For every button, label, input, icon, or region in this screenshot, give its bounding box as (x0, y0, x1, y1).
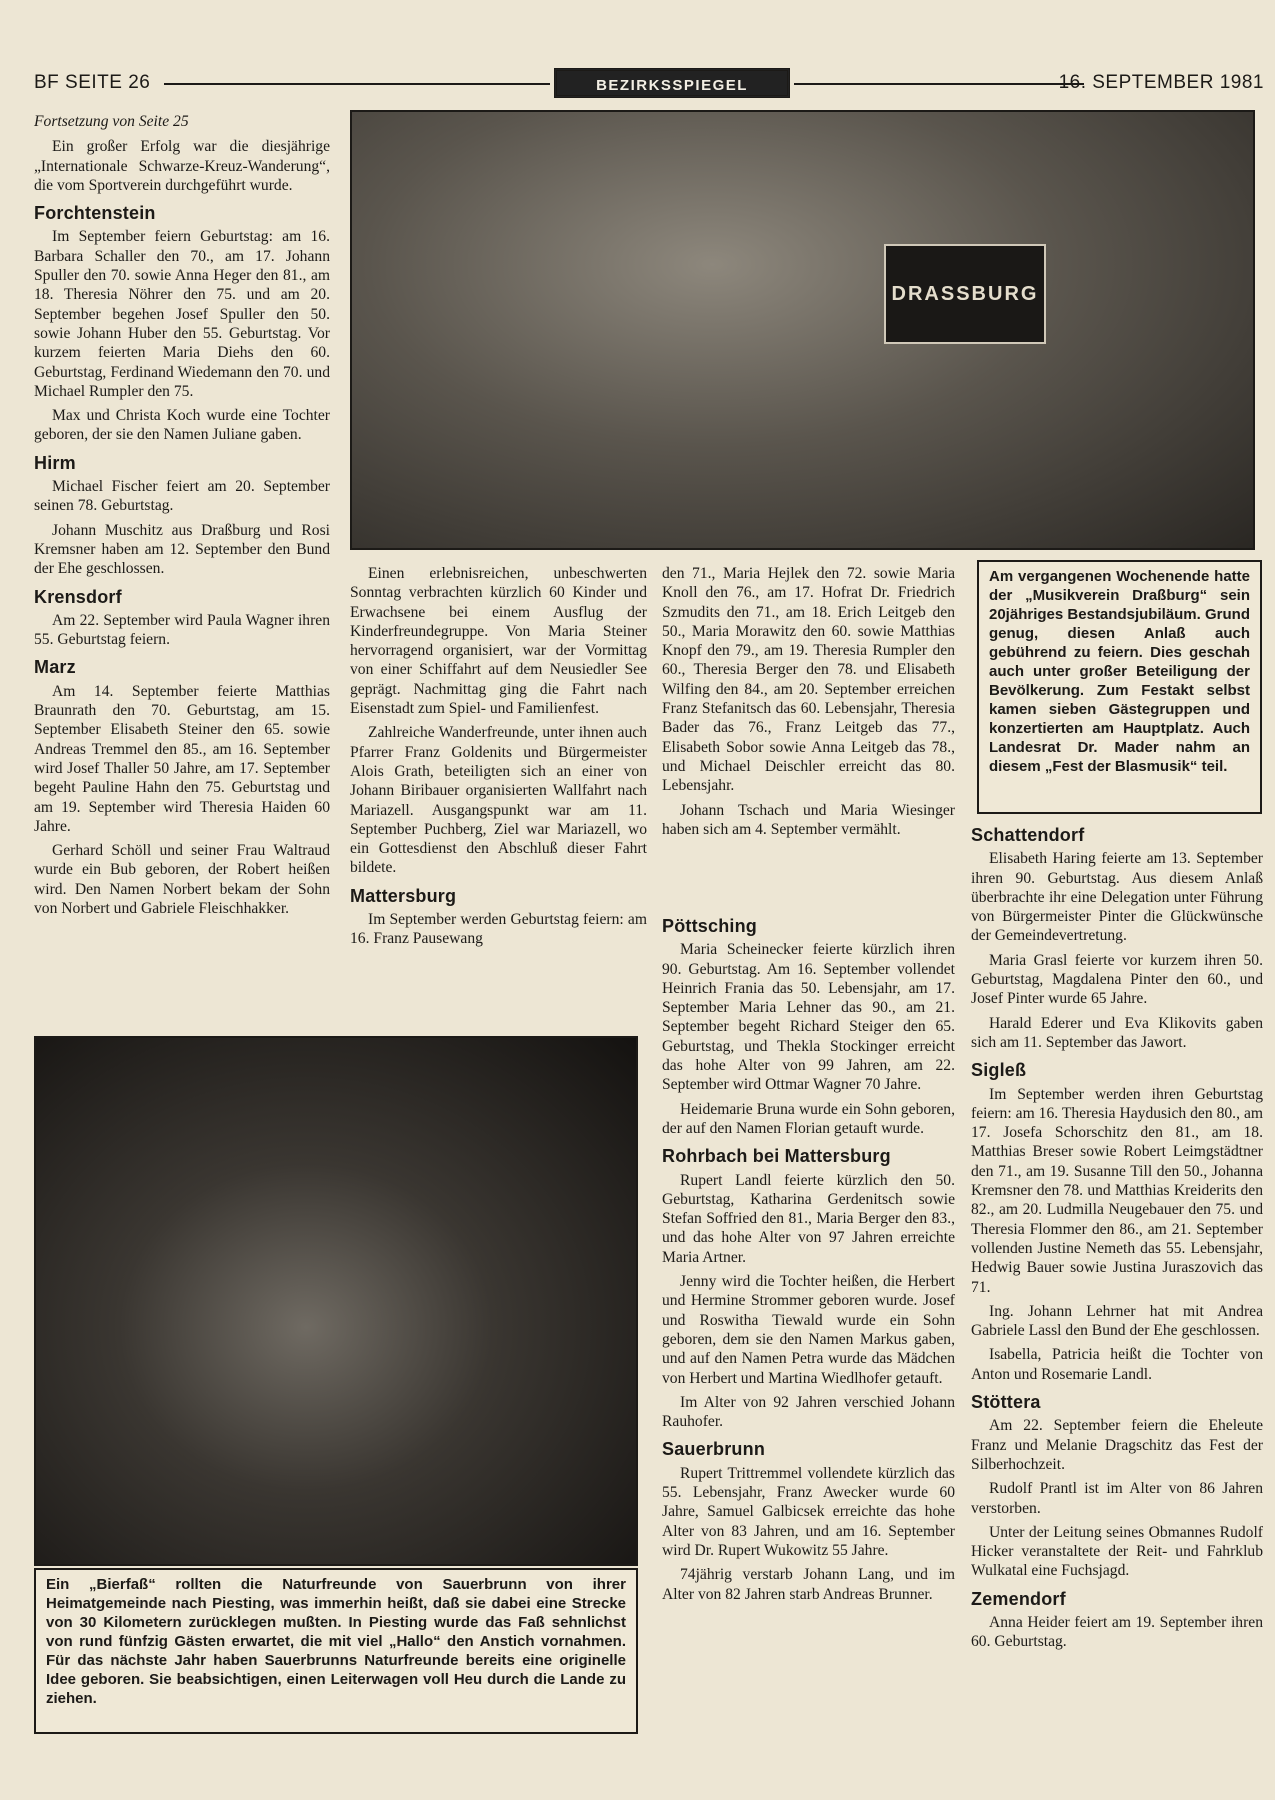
article-paragraph: Maria Scheinecker feierte kürzlich ihren 90. Geburtstag. Am 16. September vollendet Heinrich Frania das 50. Lebensjahr, am 17. September Maria Lehner das 90., am 21. September begeht Richard Steiger den 65. Geburtstag, und Thekla Stockinger erreicht das hohe Alter von 99 Jahren, am 22. September wird Ottmar Wagner 70 Jahre. (662, 941, 955, 1094)
header-rule-left (164, 83, 550, 85)
header-rule-right (794, 83, 1084, 85)
column-middle-left (350, 564, 647, 954)
subheading-forchtenstein: Forchtenstein (34, 203, 156, 224)
subheading-hirm: Hirm (34, 452, 76, 473)
subheading-marz: Marz (34, 657, 76, 678)
band-photo-caption: Am vergangenen Wochenende hatte der „Musikverein Draßburg“ sein 20jähriges Bestandsjubiläum. Grund genug, diesen Anlaß auch gebührend zu feiern. Dies geschah auch unter großer Beteiligung der Bevölkerung. Zum Festakt selbst kamen sieben Gästegruppen und konzertierten am Hauptplatz. Auch Landesrat Dr. Mader nahm an diesem „Fest der Blasmusik“ teil. (977, 560, 1262, 814)
article-paragraph: Im September werden ihren Geburtstag feiern: am 16. Theresia Haydusich den 80., am 17. Josefa Schorschitz den 81., am 18. Matthias Breser sowie Robert Leimgstädtner den 71., am 19. Susanne Till den 50., Johanna Kremsner den 78. und Matthias Kreiderits den 82., am 20. Ludmilla Neugebauer den 75. und Theresia Flommer den 86., am 21. September vollenden Justine Nemeth das 55. Lebensjahr, Hedwig Bauer sowie Justina Juraszovich das 71. (971, 1085, 1263, 1296)
subheading-mattersburg: Mattersburg (350, 885, 457, 906)
article-paragraph: Am 14. September feierte Matthias Braunrath den 70. Geburtstag, am 15. September Elisabeth Steiner den 65. sowie Andreas Tremmel den 85., am 16. September wird Josef Thaller 50 Jahre, am 17. September begeht Pauline Hahn den 75. Geburtstag und am 19. September wird Theresia Haiden 60 Jahre. (34, 682, 330, 835)
beer-barrel-photo (34, 1036, 638, 1566)
article-paragraph: Im September werden Geburtstag feiern: am 16. Franz Pausewang (350, 911, 647, 948)
beer-barrel-photo-caption: Ein „Bierfaß“ rollten die Naturfreunde von Sauerbrunn von ihrer Heimatgemeinde nach Piesting, was immerhin heißt, daß sie dabei eine Strecke von 30 Kilometern zurücklegen mußten. In Piesting wurde das Faß sehnlichst von rund fünfzig Gästen erwartet, die mit viel „Hallo“ den Anstich vornahmen. Für das nächste Jahr haben Sauerbrunns Naturfreunde bereits eine originelle Idee geboren. Sie beabsichtigen, einen Leiterwagen voll Heu durch die Lande zu ziehen. (34, 1568, 638, 1734)
article-paragraph: Am 22. September wird Paula Wagner ihren 55. Geburtstag feiern. (34, 611, 330, 649)
article-paragraph: Isabella, Patricia heißt die Tochter von Anton und Rosemarie Landl. (971, 1346, 1263, 1383)
article-paragraph: 74jährig verstarb Johann Lang, und im Alter von 82 Jahren starb Andreas Brunner. (662, 1566, 955, 1603)
article-paragraph: Elisabeth Haring feierte am 13. September ihren 90. Geburtstag. Aus diesem Anlaß überbrachte ihr eine Delegation unter Führung von Bürgermeister Pinter die Glückwünsche der Gemeindevertretung. (971, 850, 1263, 945)
article-paragraph: Rupert Landl feierte kürzlich den 50. Geburtstag, Katharina Gerdenitsch sowie Stefan Soffried den 81., Maria Berger den 83., und das hohe Alter von 97 Jahren erreichte Maria Artner. (662, 1171, 955, 1266)
subheading-krensdorf: Krensdorf (34, 586, 122, 607)
article-paragraph: Michael Fischer feiert am 20. September seinen 78. Geburtstag. (34, 478, 330, 515)
column-right (971, 826, 1263, 1657)
section-title: BEZIRKSSPIEGEL (554, 68, 790, 98)
article-paragraph: Ing. Johann Lehrner hat mit Andrea Gabriele Lassl den Bund der Ehe geschlossen. (971, 1302, 1263, 1340)
drassburg-banner: DRASSBURG (884, 244, 1046, 344)
article-paragraph: Jenny wird die Tochter heißen, die Herbert und Hermine Strommer geboren wurde. Josef und Roswitha Tiewald wurde ein Sohn geboren, dem sie den Namen Markus gaben, und auf den Namen Petra wurde das Mädchen von Herbert und Martina Wiedlhofer getauft. (662, 1273, 955, 1387)
subheading-sigless: Sigleß (971, 1060, 1027, 1081)
subheading-schattendorf: Schattendorf (971, 825, 1085, 845)
article-paragraph: Johann Muschitz aus Draßburg und Rosi Kremsner haben am 12. September den Bund der Ehe geschlossen. (34, 521, 330, 578)
article-paragraph: Im Alter von 92 Jahren verschied Johann Rauhofer. (662, 1393, 955, 1431)
article-paragraph: Heidemarie Bruna wurde ein Sohn geboren, der auf den Namen Florian getauft wurde. (662, 1100, 955, 1137)
column-left (34, 112, 330, 923)
subheading-stoettera: Stöttera (971, 1392, 1041, 1413)
article-paragraph: Unter der Leitung seines Obmannes Rudolf Hicker veranstaltete der Reit- und Fahrklub Wulkatal eine Fuchsjagd. (971, 1523, 1263, 1580)
article-paragraph: Zahlreiche Wanderfreunde, unter ihnen auch Pfarrer Franz Goldenits und Bürgermeister Alois Grath, beteiligten sich an einer von Johann Biribauer organisierten Wallfahrt nach Mariazell. Ausgangspunkt war am 11. September Puchberg, Ziel war Mariazell, wo ein Gottesdienst den Abschluß dieser Fahrt bildete. (350, 724, 647, 877)
page-number: BF SEITE 26 (34, 72, 151, 93)
article-paragraph: Harald Ederer und Eva Klikovits gaben sich am 11. September das Jawort. (971, 1014, 1263, 1051)
subheading-poettsching: Pöttsching (662, 916, 757, 936)
column-middle-right-top (662, 564, 955, 844)
continuation-note: Fortsetzung von Seite 25 (34, 113, 189, 130)
article-paragraph: Rupert Trittremmel vollendete kürzlich das 55. Lebensjahr, Franz Awecker wurde 60 Jahre, Samuel Galbicsek erreichte das hohe Alter von 83 Jahren, und am 16. September wird Dr. Rupert Wukowitz 55 Jahre. (662, 1464, 955, 1559)
issue-date: 16. SEPTEMBER 1981 (1058, 72, 1264, 93)
article-paragraph: Am 22. September feiern die Eheleute Franz und Melanie Dragschitz das Fest der Silberhochzeit. (971, 1417, 1263, 1473)
article-paragraph: Maria Grasl feierte vor kurzem ihren 50. Geburtstag, Magdalena Pinter den 60., und Josef Pinter wurde 65 Jahre. (971, 951, 1263, 1008)
subheading-zemendorf: Zemendorf (971, 1588, 1066, 1609)
article-paragraph: Einen erlebnisreichen, unbeschwerten Sonntag verbrachten kürzlich 60 Kinder und Erwachsene bei einem Ausflug der Kinderfreundegruppe. Von Maria Steiner hervorragend organisiert, war der Vormittag von einer Schiffahrt auf dem Neusiedler See geprägt. Nachmittag ging die Fahrt nach Eisenstadt zum Spiel- und Familienfest. (350, 565, 647, 718)
article-paragraph: Johann Tschach und Maria Wiesinger haben sich am 4. September vermählt. (662, 801, 955, 838)
subheading-sauerbrunn: Sauerbrunn (662, 1439, 766, 1460)
article-paragraph: Gerhard Schöll und seiner Frau Waltraud wurde ein Bub geboren, der Robert heißen wird. Den Namen Norbert bekam der Sohn von Norbert und Gabriele Fleischhakker. (34, 842, 330, 917)
subheading-rohrbach: Rohrbach bei Mattersburg (662, 1146, 891, 1167)
article-paragraph: Rudolf Prantl ist im Alter von 86 Jahren verstorben. (971, 1480, 1263, 1517)
article-paragraph: Im September feiern Geburtstag: am 16. Barbara Schaller den 70., am 17. Johann Spuller den 70. sowie Anna Heger den 81., am 18. Theresia Nöhrer den 75. und am 20. September begehen Josef Spuller den 50. sowie Johann Huber den 55. Geburtstag. Vor kurzem feierten Maria Diehs den 60. Geburtstag, Ferdinand Wiedemann den 70. und Michael Rumpler den 75. (34, 228, 330, 400)
band-photo (350, 110, 1255, 550)
article-paragraph: Anna Heider feiert am 19. September ihren 60. Geburtstag. (971, 1613, 1263, 1651)
page-header (34, 68, 1264, 102)
article-paragraph: Max und Christa Koch wurde eine Tochter geboren, der sie den Namen Juliane gaben. (34, 407, 330, 444)
column-middle-right-bottom (662, 917, 955, 1609)
article-paragraph: den 71., Maria Hejlek den 72. sowie Maria Knoll den 76., am 17. Hofrat Dr. Friedrich Szmudits den 71., am 18. Erich Leitgeb den 50., Maria Morawitz den 60. sowie Matthias Knopf den 79., am 19. Theresia Rumpler den 60., Theresia Berger den 78. und Elisabeth Wilfing den 84., am 20. September erreichen Franz Stefanitsch das 60. Lebensjahr, Theresia Bader das 76., Franz Leitgeb das 77., Elisabeth Sobor sowie Anna Leitgeb das 78., und Michael Deischler erreicht das 80. Lebensjahr. (662, 565, 955, 795)
article-paragraph: Ein großer Erfolg war die diesjährige „Internationale Schwarze-Kreuz-Wanderung“, die vom Sportverein durchgeführt wurde. (34, 138, 330, 194)
